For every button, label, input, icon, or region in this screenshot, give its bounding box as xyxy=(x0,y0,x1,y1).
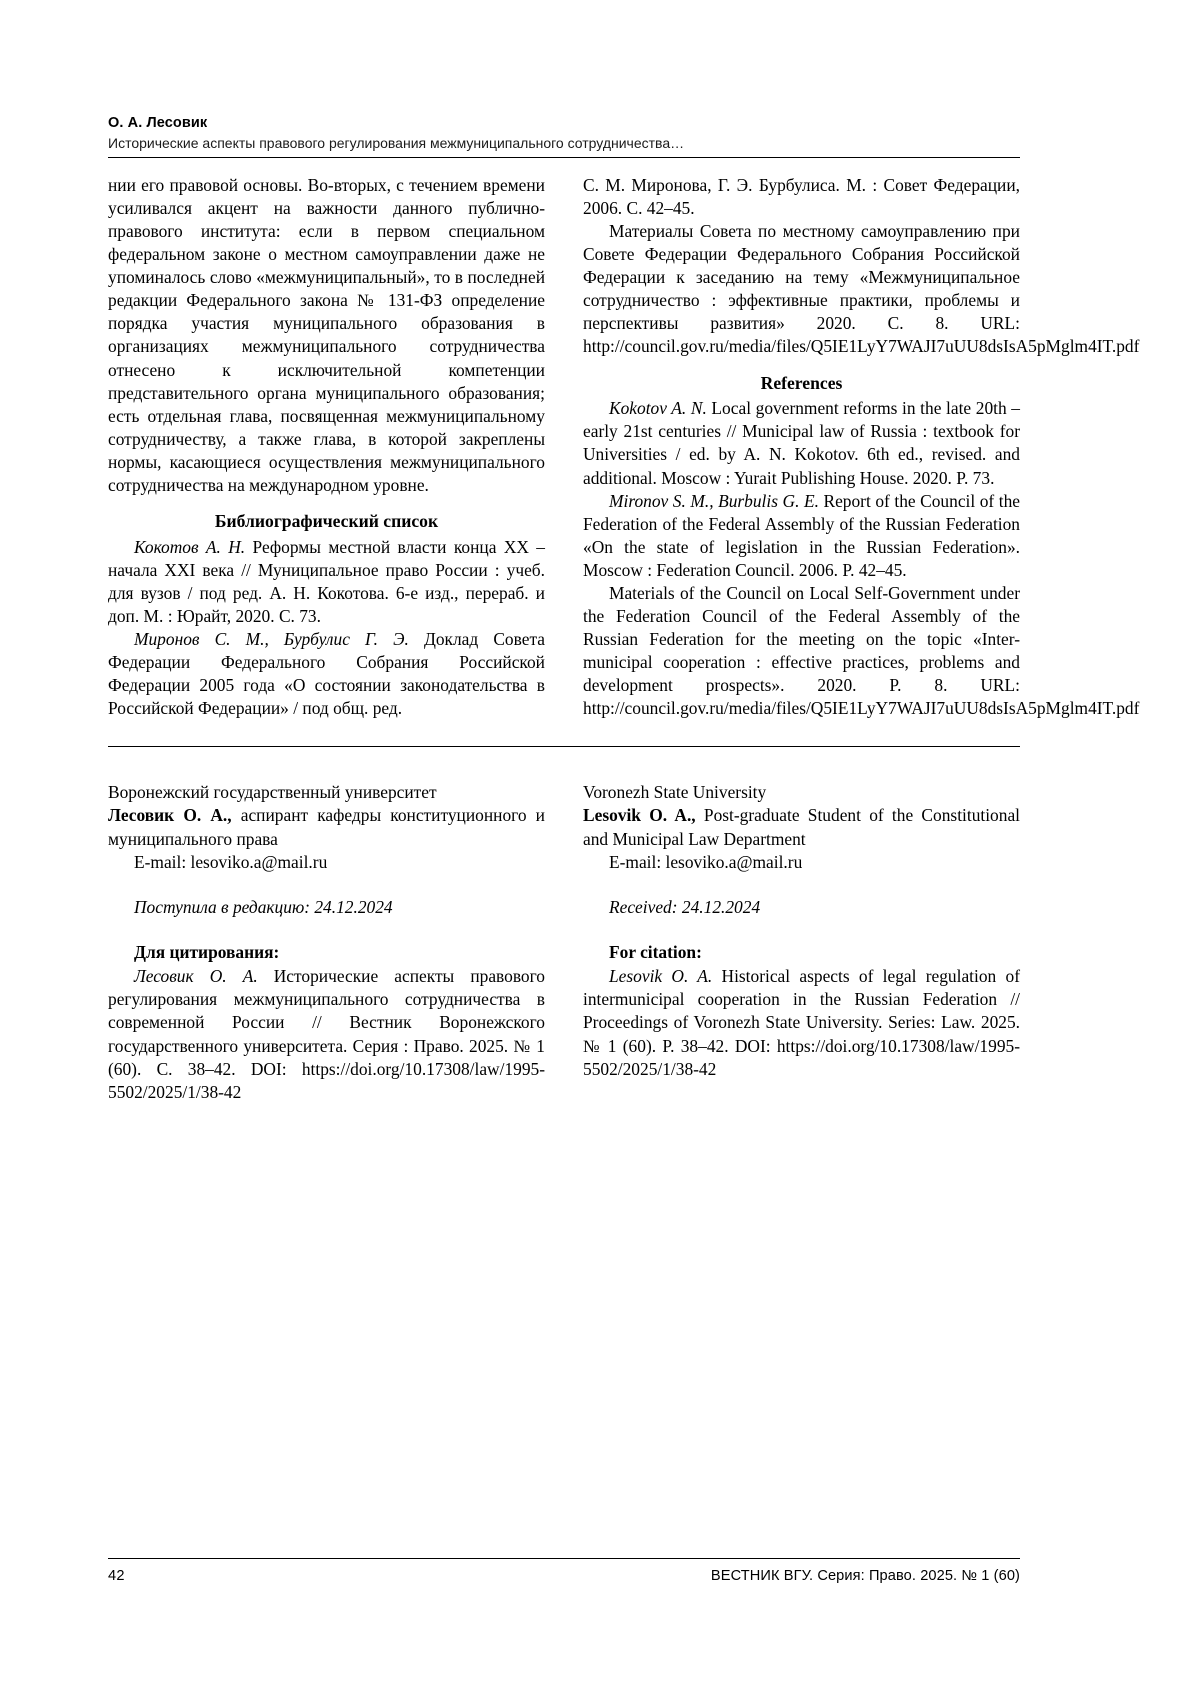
institution-en: Voronezh State University xyxy=(583,782,767,803)
header-divider xyxy=(108,157,1020,158)
running-head xyxy=(108,115,1020,158)
bibliography-entry xyxy=(108,536,545,628)
citation-author-ru: Лесовик О. А. xyxy=(134,966,258,987)
page-content xyxy=(108,115,1140,1104)
bibliography-entry-authors: Миронов С. М., Бурбулис Г. Э. xyxy=(134,628,409,649)
page-footer xyxy=(108,1568,1020,1584)
received-date-ru: Поступила в редакцию: 24.12.2024 xyxy=(134,896,393,917)
reference-entry-text: Local government reforms in the late 20th – early 21st centuries // Municipal law of Russia : textbook for Universities / ed. by A. N. Kokotov. 6th ed., revised. and additional. Moscow : Yurait Publishing House. 2020. P. 73. xyxy=(583,398,1020,488)
email-en[interactable]: E-mail: lesoviko.a@mail.ru xyxy=(609,851,803,872)
reference-entry-text: Report of the Council of the Federation of the Federal Assembly of the Russian Federation «On the state of legislation in the Russian Federation». Moscow : Federation Council. 2006. P. 42–45. xyxy=(583,490,1021,580)
section-divider xyxy=(108,746,1020,747)
author-position-ru: аспирант кафедры конституционного и муниципального права xyxy=(108,805,545,849)
page-number: 42 xyxy=(108,1568,125,1584)
bibliography-entry xyxy=(108,628,545,720)
bibliography-entry-text: Реформы местной власти конца XX – начала XXI века // Муниципальное право России : учеб. для вузов / под ред. А. Н. Кокотова. 6-е изд., перераб. и доп. М. : Юрайт, 2020. С. 73. xyxy=(108,536,545,626)
body-continuation: нии его правовой основы. Во-вторых, с течением времени усиливался акцент на важности данного публично-правового института: если в первом специальном федеральном законе о местном самоуправлении даже не упоминалось слово «межмуниципальный», то в последней редакции Федерального закона № 131-ФЗ определение порядка участия муниципального образования в организациях межмуниципального сотрудничества отнесено к исключительной компетенции представительного органа муниципального образования; есть отдельная глава, посвященная межмуниципальному сотрудничеству, а также глава, в которой закреплены нормы, касающиеся осуществления межмуниципального сотрудничества на международном уровне. xyxy=(108,175,545,495)
bibliography-entry-text: Доклад Совета Федерации Федерального Собрания Российской Федерации 2005 года «О состоянии законодательства в Российской Федерации» / под общ. ред. xyxy=(108,628,545,719)
author-position-en: Post-graduate Student of the Constitutional and Municipal Law Department xyxy=(583,805,1020,849)
left-column xyxy=(108,174,545,720)
bibliography-heading: Библиографический список xyxy=(214,510,439,531)
running-head-author: О. А. Лесовик xyxy=(108,115,208,131)
references-heading: References xyxy=(760,372,843,393)
affiliation-columns xyxy=(108,781,1020,1104)
journal-footer-title: ВЕСТНИК ВГУ. Серия: Право. 2025. № 1 (60) xyxy=(710,1568,1020,1584)
affiliation-en xyxy=(583,781,1020,1104)
citation-en xyxy=(583,965,1020,1081)
citation-text-en: Historical aspects of legal regulation of intermunicipal cooperation in the Russian Federation // Proceedings of Voronezh State University. Series: Law. 2025. № 1 (60). P. 38–42. DOI: https://doi.org/10.17308/law/1995-5502/2025/1/38-42 xyxy=(583,966,1020,1079)
email-ru[interactable]: E-mail: lesoviko.a@mail.ru xyxy=(134,851,328,872)
citation-text-ru: Исторические аспекты правового регулирования межмуниципального сотрудничества в современной России // Вестник Воронежского государственного университета. Серия : Право. 2025. № 1 (60). С. 38–42. DOI: https://doi.org/10.17308/law/1995-5502/2025/1/38-42 xyxy=(108,966,546,1102)
citation-heading-ru: Для цитирования: xyxy=(134,941,280,962)
citation-heading-en: For citation: xyxy=(609,941,702,962)
institution-ru: Воронежский государственный университет xyxy=(108,782,437,803)
citation-author-en: Lesovik O. A. xyxy=(609,966,713,987)
article-columns xyxy=(108,174,1140,720)
reference-entry-text: Materials of the Council on Local Self-Government under the Federation Council of the Federal Assembly of the Russian Federation for the meeting on the topic «Inter-municipal cooperation : effective practices, problems and development prospects». 2020. P. 8. URL: http://council.gov.ru/media/files/Q5IE1LyY7WAJI7uUU8dsIsA5pMglm4IT.pdf xyxy=(583,582,1140,719)
reference-entry-authors: Mironov S. M., Burbulis G. E. xyxy=(609,490,819,511)
author-name-ru: Лесовик О. А., xyxy=(108,805,232,826)
bibliography-entry-continuation: С. М. Миронова, Г. Э. Бурбулиса. М. : Совет Федерации, 2006. С. 42–45. xyxy=(583,175,1020,219)
reference-entry-authors: Kokotov A. N. xyxy=(609,398,707,419)
received-date-en: Received: 24.12.2024 xyxy=(609,896,761,917)
citation-ru xyxy=(108,965,545,1104)
bibliography-entry: Материалы Совета по местному самоуправлению при Совете Федерации Федерального Собрания Российской Федерации к заседанию на тему «Межмуниципальное сотрудничество : эффективные практики, проблемы и перспективы развития» 2020. С. 8. URL: http://council.gov.ru/media/files/Q5IE1LyY7WAJI7uUU8dsIsA5pMglm4IT.pdf xyxy=(583,221,1140,357)
reference-entry xyxy=(583,490,1020,582)
running-head-title: Исторические аспекты правового регулирования межмуниципального сотрудничества… xyxy=(108,135,685,151)
reference-entry xyxy=(583,397,1020,489)
right-column xyxy=(583,174,1140,720)
affiliation-ru xyxy=(108,781,545,1104)
footer-divider xyxy=(108,1558,1020,1559)
author-ru xyxy=(108,804,545,850)
reference-entry xyxy=(583,582,1140,720)
section-divider-wrap xyxy=(108,746,1020,747)
author-name-en: Lesovik O. A., xyxy=(583,805,696,826)
bibliography-entry-authors: Кокотов А. Н. xyxy=(134,536,246,557)
author-en xyxy=(583,804,1020,850)
